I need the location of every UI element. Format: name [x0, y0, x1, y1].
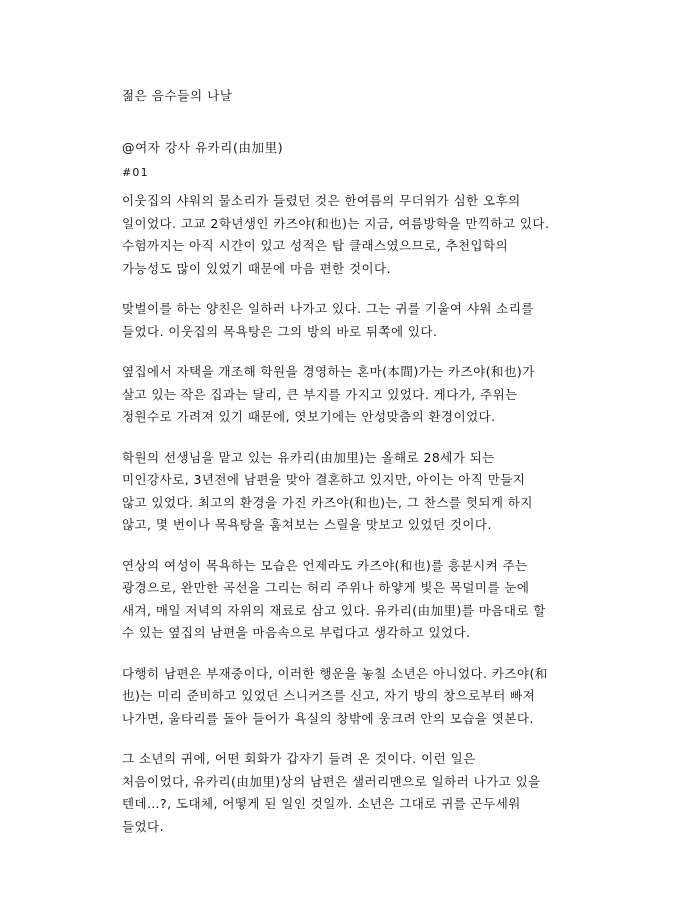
text-line: 나가면, 울타리를 돌아 들어가 욕실의 창밖에 웅크려 안의 모습을 엿본다. — [122, 710, 534, 726]
paragraph — [122, 190, 592, 280]
text-line: 새겨, 매일 저녁의 자위의 재료로 삼고 있다. 유카리(由加里)를 마음대로 할 — [122, 602, 546, 618]
text-line: 다행히 남편은 부재중이다, 이러한 행운을 놓칠 소년은 아니었다. 카즈야(和 — [122, 665, 548, 681]
text-line: 않고, 몇 번이나 목욕탕을 훔쳐보는 스릴을 맛보고 있었던 것이다. — [122, 517, 492, 532]
text-line: 학원의 선생님을 맡고 있는 유카리(由加里)는 올해로 28세가 되는 — [122, 449, 495, 465]
text-line: 也)는 미리 준비하고 있었던 스니커즈를 신고, 자기 방의 창으로부터 빠져 — [122, 688, 536, 703]
text-line: 수험까지는 아직 시간이 있고 성적은 탑 클래스였으므로, 추천입학의 — [122, 238, 509, 253]
text-line: 텐데…?, 도대체, 어떻게 된 일인 것일까. 소년은 그대로 귀를 곤두세워 — [122, 796, 521, 811]
text-line: 가능성도 많이 있었기 때문에 마음 편한 것이다. — [122, 260, 391, 276]
text-line: 들었다. 이웃집의 목욕탕은 그의 방의 바로 뒤쪽에 있다. — [122, 323, 438, 339]
paragraph — [122, 663, 592, 731]
text-line: 정원수로 가려져 있기 때문에, 엿보기에는 안성맞춤의 환경이었다. — [122, 409, 496, 424]
document-title: 젊은 음수들의 나날 — [122, 88, 233, 103]
text-line: 살고 있는 작은 집과는 달리, 큰 부지를 가지고 있었다. 게다가, 주위는 — [122, 386, 518, 402]
text-line: 수 있는 옆집의 남편을 마음속으로 부럽다고 생각하고 있었다. — [122, 625, 471, 640]
text-line: 이웃집의 샤워의 물소리가 들렸던 것은 한여름의 무더위가 심한 오후의 — [122, 193, 521, 208]
document-body — [122, 190, 592, 856]
text-line: 광경으로, 완만한 곡선을 그리는 허리 주위나 하얗게 빛은 목덜미를 눈에 — [122, 580, 530, 595]
paragraph — [122, 555, 592, 645]
text-line: 들었다. — [122, 818, 164, 834]
text-line: 처음이었다, 유카리(由加里)상의 남편은 샐러리맨으로 일하러 나가고 있을 — [122, 773, 541, 789]
paragraph — [122, 361, 592, 429]
paragraph — [122, 447, 592, 537]
text-line: 맞벌이를 하는 양친은 일하러 나가고 있다. 그는 귀를 기울여 샤워 소리를 — [122, 301, 534, 316]
text-line: 일이었다. 고교 2학년생인 카즈야(和也)는 지금, 여름방학을 만끽하고 있다. — [122, 215, 550, 231]
text-line: 않고 있었다. 최고의 환경을 가진 카즈야(和也)는, 그 찬스를 헛되게 하지 — [122, 494, 533, 510]
text-line: 그 소년의 귀에, 어떤 회화가 갑자기 들려 온 것이다. 이런 일은 — [122, 751, 476, 766]
section-subtitle: @여자 강사 유카리(由加里) — [122, 140, 284, 155]
paragraph — [122, 298, 592, 343]
paragraph — [122, 748, 592, 838]
text-line: 미인강사로, 3년전에 남편을 맞아 결혼하고 있지만, 아이는 아직 만들지 — [122, 472, 526, 487]
chapter-number: #01 — [122, 166, 149, 179]
text-line: 연상의 여성이 목욕하는 모습은 언제라도 카즈야(和也)를 흥분시켜 주는 — [122, 557, 528, 573]
text-line: 옆집에서 자택을 개조해 학원을 경영하는 혼마(本間)가는 카즈야(和也)가 — [122, 364, 535, 379]
